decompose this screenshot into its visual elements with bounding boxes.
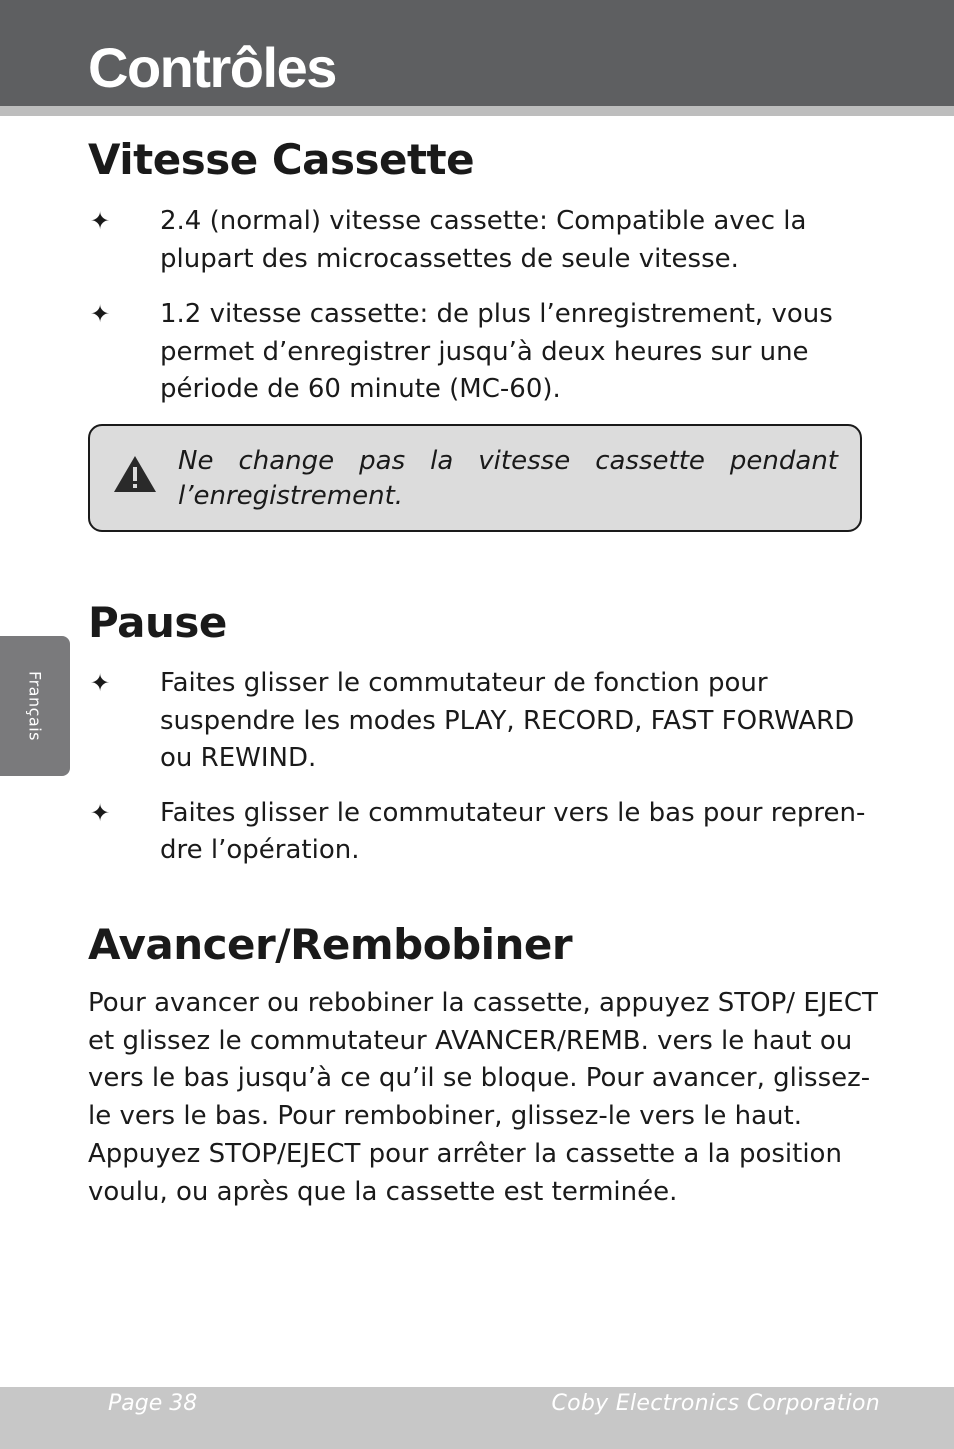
- pause-list: [88, 665, 888, 870]
- language-tab: [0, 636, 70, 776]
- section-heading-avancer: Avancer/Rembobiner: [88, 920, 573, 969]
- page-footer: [0, 1387, 954, 1449]
- bullet-star-icon: ✦: [90, 798, 111, 827]
- bullet-star-icon: ✦: [90, 207, 111, 235]
- list-item-text: Faites glisser le commutateur de fonction pour suspendre les modes PLAY, RECORD, FAST FORWARD ou REWIND.: [160, 668, 855, 773]
- section-heading-pause: Pause: [88, 598, 227, 647]
- bullet-star-icon: ✦: [90, 300, 111, 328]
- caution-note-text: Ne change pas la vitesse cassette pendant l’enregistrement.: [178, 446, 838, 511]
- vitesse-list: [88, 203, 888, 409]
- list-item-text: Faites glisser le commutateur vers le bas pour repren-dre l’opération.: [160, 797, 866, 865]
- bullet-star-icon: ✦: [90, 669, 111, 697]
- caution-note: [88, 424, 862, 532]
- warning-triangle-icon: [112, 454, 158, 494]
- list-item-text: 1.2 vitesse cassette: de plus l’enregistrement, vous permet d’enregistrer jusqu’à deux heures sur une période de 60 minute (MC-60).: [160, 299, 833, 404]
- section-heading-vitesse: Vitesse Cassette: [88, 135, 475, 184]
- header-rule: [0, 106, 954, 116]
- list-item: [88, 665, 888, 778]
- list-item: [88, 203, 888, 278]
- list-item: [88, 795, 888, 870]
- page-header: [0, 0, 954, 106]
- avancer-paragraph: Pour avancer ou rebobiner la cassette, appuyez STOP/ EJECT et glissez le commutateur AVANCER/REMB. vers le haut ou vers le bas jusqu’à ce qu’il se bloque. Pour avancer, glissez-le vers le bas. Pour rembobiner, glissez-le vers le haut. Appuyez STOP/EJECT pour arrêter la cassette a la position voulu, ou après que la cassette est terminée.: [88, 988, 878, 1207]
- list-item-text: 2.4 (normal) vitesse cassette: Compatible avec la plupart des microcassettes de seule vitesse.: [160, 206, 807, 274]
- page-title: Contrôles: [88, 36, 336, 99]
- page-number: Page 38: [108, 1391, 198, 1416]
- list-item: [88, 296, 888, 409]
- language-tab-label: Français: [25, 671, 45, 741]
- company-name: Coby Electronics Corporation: [551, 1391, 880, 1416]
